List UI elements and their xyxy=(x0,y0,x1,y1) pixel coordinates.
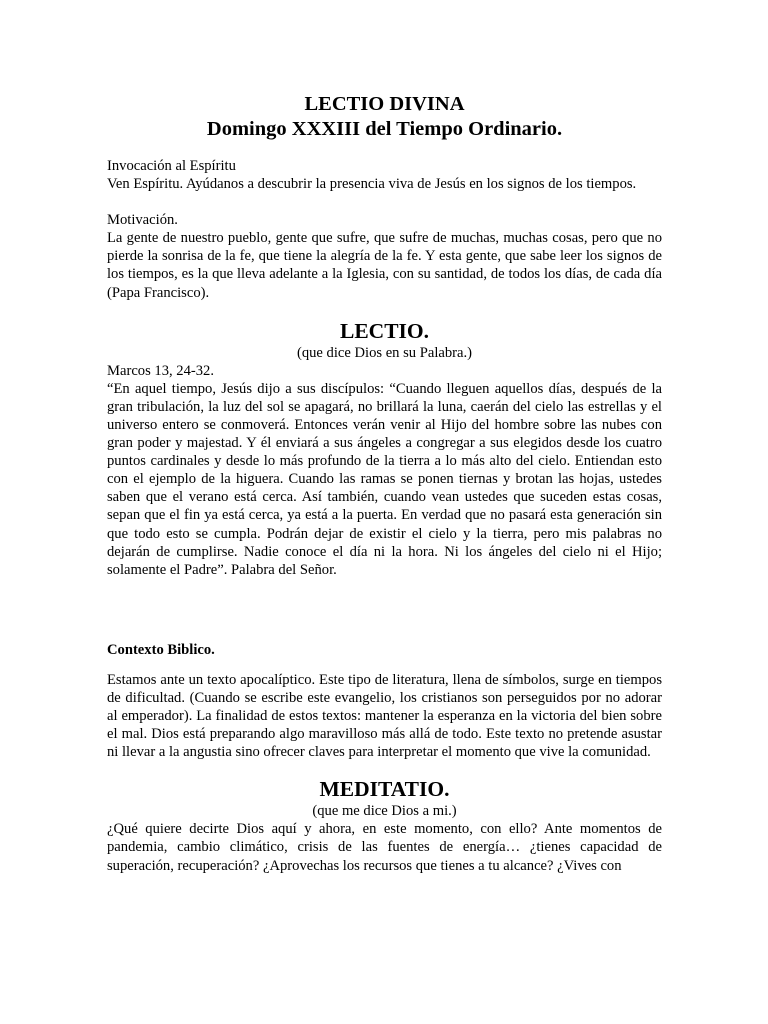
meditatio-text: ¿Qué quiere decirte Dios aquí y ahora, en este momento, con ello? Ante momentos de pandemia, cambio climático, crisis de las fuentes de energía… ¿tienes capacidad de superación, recuperación? ¿Aprovechas los recursos que tienes a tu alcance? ¿Vives con xyxy=(107,821,662,874)
invocation-text: Ven Espíritu. Ayúdanos a descubrir la presencia viva de Jesús en los signos de los tiempos. xyxy=(107,176,637,193)
motivation-heading: Motivación. xyxy=(107,212,178,229)
meditatio-heading: MEDITATIO. xyxy=(319,777,450,802)
motivation-text: La gente de nuestro pueblo, gente que sufre, que sufre de muchas, muchas cosas, pero que no pierde la sonrisa de la fe, que tiene la alegría de la fe. Y esta gente, que sabe leer los signos de los tiempos, es la que lleva adelante a la Iglesia, con su santidad, de todos los días, de cada día (Papa Francisco). xyxy=(107,230,662,301)
invocation-heading: Invocación al Espíritu xyxy=(107,158,236,174)
lectio-subtitle: (que dice Dios en su Palabra.) xyxy=(296,344,473,361)
lectio-reference: Marcos 13, 24-32. xyxy=(107,362,215,379)
lectio-text: “En aquel tiempo, Jesús dijo a sus discípulos: “Cuando lleguen aquellos días, después de la gran tribulación, la luz del sol se apagará, no brillará la luna, caerán del cielo las estrellas y el universo entero se conmoverá. Entonces verán venir al Hijo del hombre sobre las nubes con gran poder y majestad. Y él enviará a sus ángeles a congregar a sus elegidos desde los cuatro puntos cardinales y desde lo más profundo de la tierra a lo más alto del cielo. Entiendan esto con el ejemplo de la higuera. Cuando las ramas se ponen tiernas y brotan las hojas, ustedes saben que el verano está cerca. Así también, cuando vean ustedes que suceden estas cosas, sepan que el fin ya está cerca, ya está a la puerta. En verdad que no pasará esta generación sin que todo esto se cumpla. Podrán dejar de existir el cielo y la tierra, pero mis palabras no dejarán de cumplirse. Nadie conoce el día ni la hora. Ni los ángeles del cielo ni el Hijo; solamente el Padre”. Palabra del Señor. xyxy=(107,380,662,578)
title-line-2: Domingo XXXIII del Tiempo Ordinario. xyxy=(206,118,563,140)
document-title xyxy=(107,92,662,142)
lectio-section xyxy=(107,318,662,579)
context-text: Estamos ante un texto apocalíptico. Este tipo de literatura, llena de símbolos, surge en tiempos de dificultad. (Cuando se escribe este evangelio, los cristianos son perseguidos por no adorar al emperador). La finalidad de estos textos: mantener la esperanza en la victoria del bien sobre el mal. Dios está preparando algo maravilloso más allá de todo. Este texto no pretende asustar ni llevar a la angustia sino ofrecer claves para interpretar el momento que vive la comunidad. xyxy=(107,671,662,761)
meditatio-section xyxy=(107,776,662,874)
invocation-section xyxy=(107,157,662,193)
motivation-section xyxy=(107,211,662,301)
document-page xyxy=(107,92,662,875)
title-line-1: LECTIO DIVINA xyxy=(304,93,465,115)
context-heading: Contexto Biblico. xyxy=(107,641,215,658)
context-section xyxy=(107,641,662,762)
meditatio-subtitle: (que me dice Dios a mi.) xyxy=(312,803,457,820)
lectio-heading: LECTIO. xyxy=(339,318,429,343)
